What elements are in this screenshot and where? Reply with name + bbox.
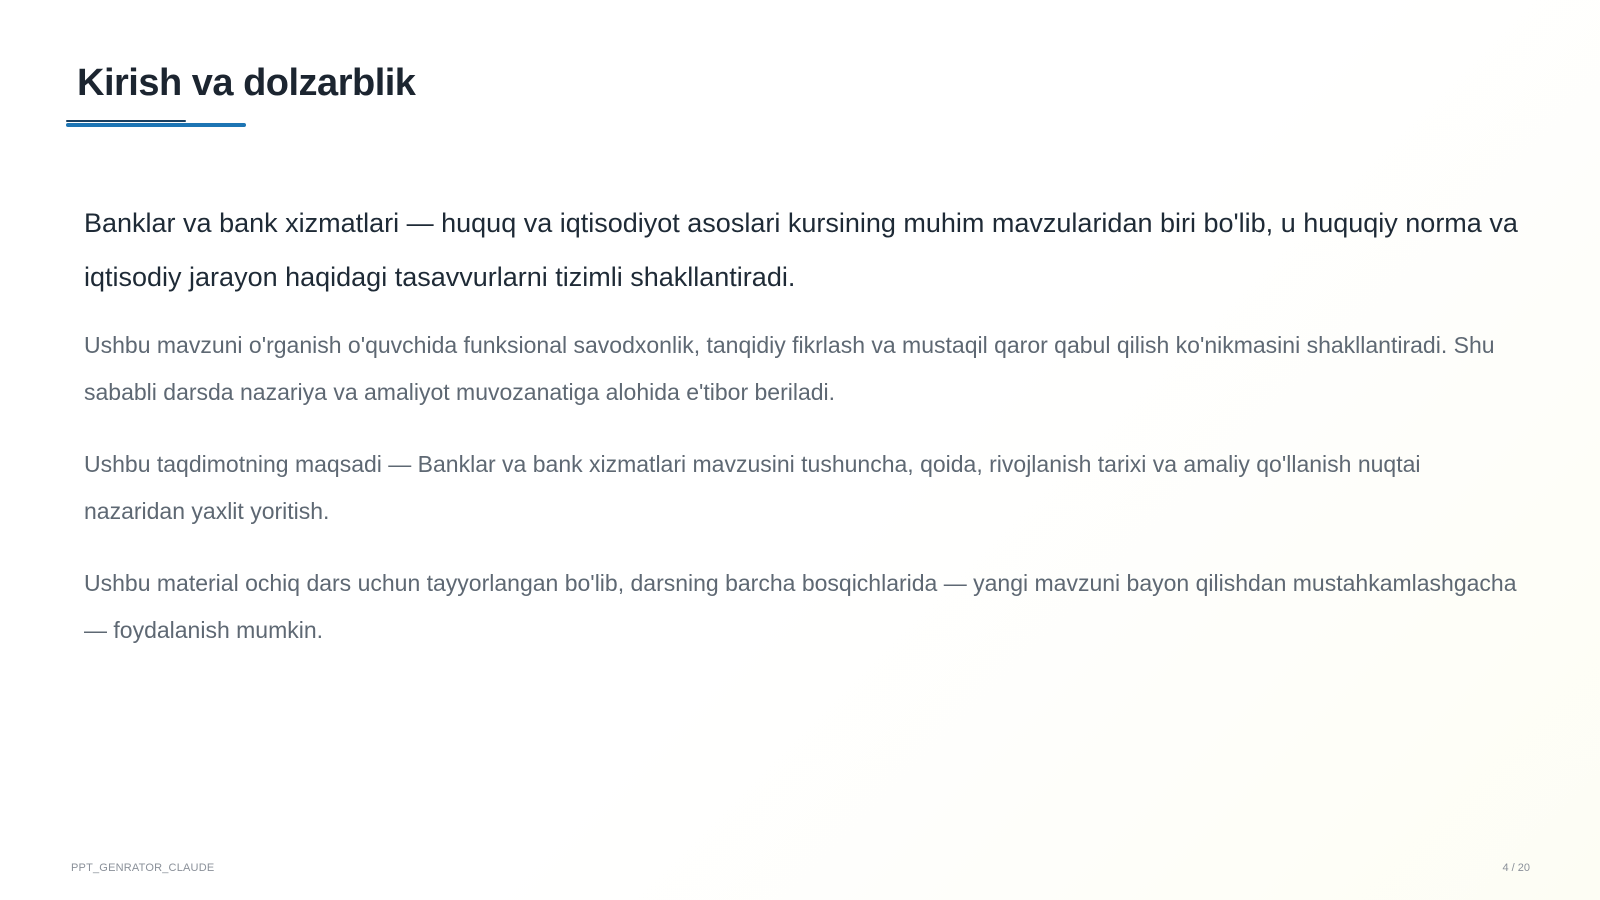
- lead-paragraph: Banklar va bank xizmatlari — huquq va iqtisodiyot asoslari kursining muhim mavzularidan biri bo'lib, u huquqiy norma va iqtisodiy jarayon haqidagi tasavvurlarni tizimli shakllantiradi.: [84, 208, 1518, 292]
- title-underline: [66, 123, 246, 127]
- body-paragraph-2: Ushbu taqdimotning maqsadi — Banklar va bank xizmatlari mavzusini tushuncha, qoida, rivojlanish tarixi va amaliy qo'llanish nuqtai nazaridan yaxlit yoritish.: [84, 451, 1421, 524]
- body-paragraph-1: Ushbu mavzuni o'rganish o'quvchida funksional savodxonlik, tanqidiy fikrlash va mustaqil qaror qabul qilish ko'nikmasini shakllantiradi. Shu sababli darsda nazariya va amaliyot muvozanatiga alohida e'tibor beriladi.: [84, 332, 1495, 405]
- title-underline-shade: [66, 120, 186, 122]
- footer-source-label: PPT_GENRATOR_CLAUDE: [71, 862, 215, 874]
- page-indicator: 4 / 20: [1502, 862, 1530, 874]
- body-paragraph-3: Ushbu material ochiq dars uchun tayyorlangan bo'lib, darsning barcha bosqichlarida — yangi mavzuni bayon qilishdan mustahkamlashgacha — foydalanish mumkin.: [84, 570, 1517, 643]
- slide-body: [84, 196, 1524, 679]
- slide-title: Kirish va dolzarblik: [77, 62, 416, 104]
